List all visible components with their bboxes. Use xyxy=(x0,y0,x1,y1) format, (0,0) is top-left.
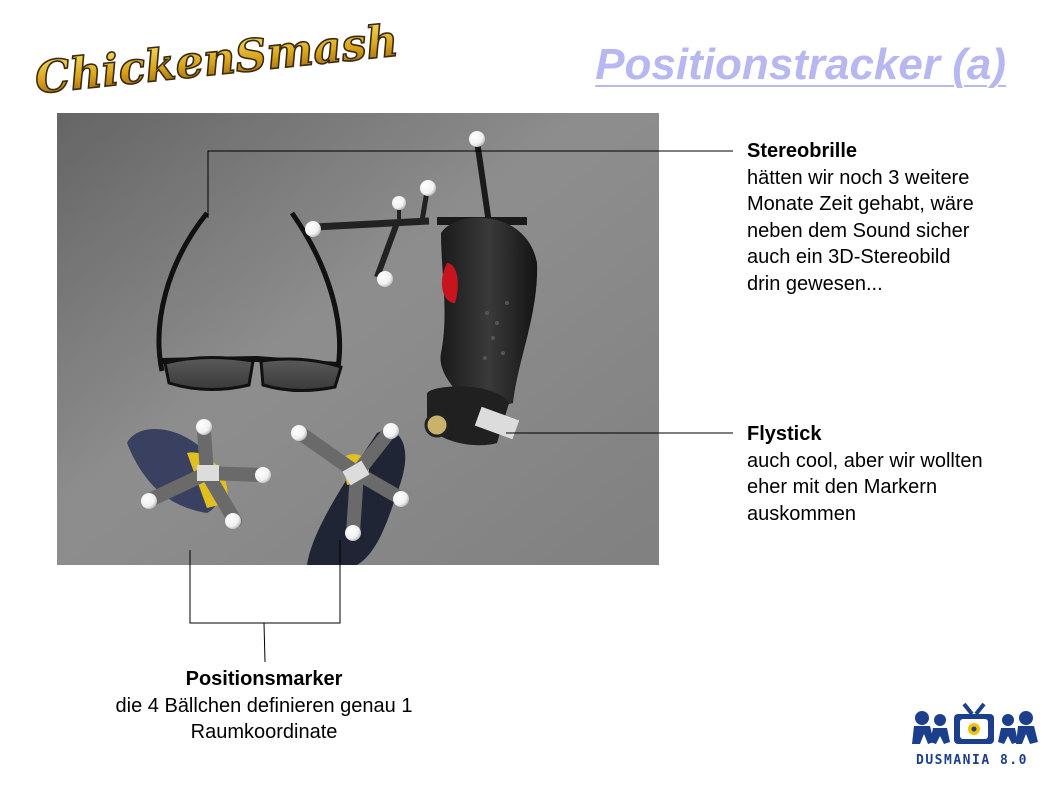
tracking-hardware-photo xyxy=(57,113,659,565)
callout-positionsmarker xyxy=(68,666,460,746)
callout-stereobrille-body: hätten wir noch 3 weitere Monate Zeit gehabt, wäre neben dem Sound sicher auch ein 3D-Stereobild drin gewesen... xyxy=(747,166,974,295)
callout-stereobrille-head: Stereobrille xyxy=(747,140,858,162)
callout-flystick-head: Flystick xyxy=(747,423,822,445)
callout-positionsmarker-head: Positionsmarker xyxy=(185,668,343,690)
chickensmash-logo-icon xyxy=(28,15,401,105)
photo-illustration xyxy=(57,113,659,565)
svg-text:DUSMANIA 8.0: DUSMANIA 8.0 xyxy=(916,753,1028,768)
dusmania-logo xyxy=(900,698,1045,770)
dusmania-logo-icon xyxy=(900,698,1045,770)
svg-text:ChickenSmash: ChickenSmash xyxy=(32,15,401,105)
callout-flystick xyxy=(747,421,997,527)
page-title: Positionstracker (a) xyxy=(595,40,1006,89)
callout-stereobrille xyxy=(747,138,987,297)
callout-positionsmarker-body: die 4 Bällchen definieren genau 1 Raumkoordinate xyxy=(115,694,413,743)
chickensmash-logo xyxy=(28,15,401,105)
callout-flystick-body: auch cool, aber wir wollten eher mit den Markern auskommen xyxy=(747,449,983,525)
